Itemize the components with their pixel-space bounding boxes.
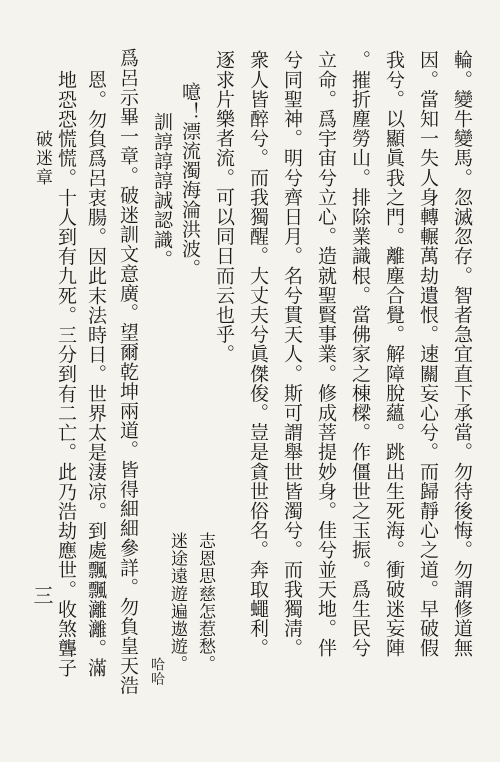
text-column-3: 我兮。以顯眞我之門。離塵合覺。解障脫蘊。跳出生死海。衝破迷妄陣 [383, 50, 405, 658]
closing-column-3: 地恐恐慌慌。十人到有九死。三分到有二亡。此乃浩劫應世。收煞聾子 [55, 70, 77, 678]
text-column-8: 逐求片樂者流。可以同日而云也乎。 [213, 50, 235, 364]
closing-column-1: 爲呂示畢一章。破迷訓文意廣。望爾乾坤兩道。皆得細細參詳。勿負皇天浩 [117, 48, 139, 695]
text-column-7: 衆人皆醉兮。而我獨醒。大丈夫兮眞傑俊。豈是貪世俗名。奔取蠅利。 [247, 50, 269, 658]
text-column-1: 輪。變牛變馬。忽滅忽存。智者急宜直下承當。勿待後悔。勿謂修道無 [451, 50, 473, 658]
verse-line-1: 噫！漂流濁海淪洪波。 [179, 82, 201, 278]
closing-column-2: 恩。勿負爲呂衷腸。因此末法時日。世界太是淒凉。到處飄飄灕灕。滿 [85, 70, 107, 678]
running-title: 破迷章 [32, 130, 52, 187]
text-column-2: 因。當知一失人身轉輾萬劫遺恨。速關妄心兮。而歸靜心之道。早破假 [417, 50, 439, 658]
verse-line-2: 訓諄諄諄誠認識。 [151, 112, 173, 269]
verse-suffix: 哈哈 [149, 657, 165, 687]
verse-line-3: 志恩思慈怎惹愁。 [195, 532, 215, 673]
text-column-6: 兮同聖神。明兮齊日月。名兮貫天人。斯可謂舉世皆濁兮。而我獨淸。 [281, 50, 303, 658]
text-column-4: 。摧折塵勞山。排除業識根。當佛家之棟樑。作僵世之玉振。爲生民兮 [349, 50, 371, 658]
verse-line-4: 迷途遠遊遍遨遊。 [167, 532, 187, 673]
page-number: 三 [30, 585, 54, 605]
text-column-5: 立命。爲宇宙兮立心。造就聖賢事業。修成菩提妙身。佳兮並天地。伴 [315, 50, 337, 658]
